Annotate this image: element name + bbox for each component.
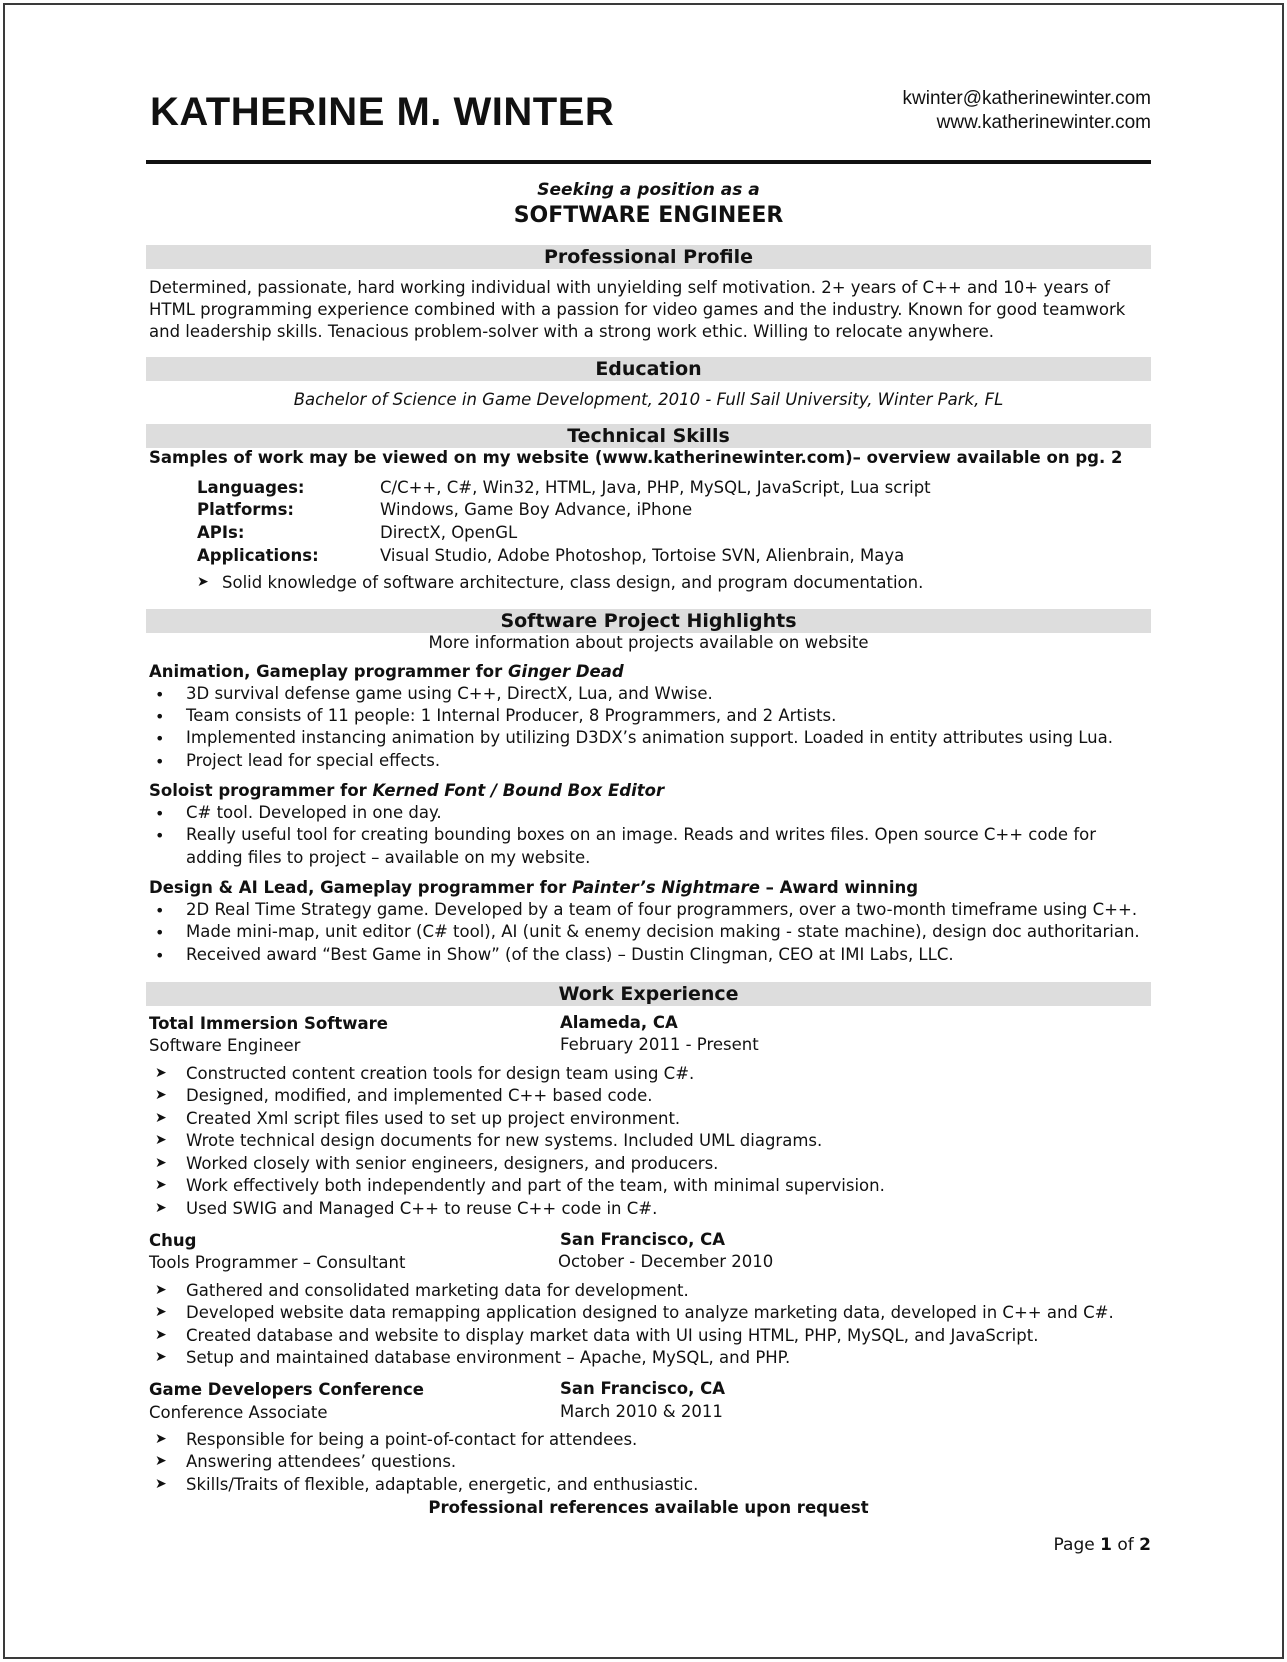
section-title-experience: Work Experience xyxy=(146,982,1151,1006)
objective-intro: Seeking a position as a xyxy=(537,180,760,200)
skill-value: DirectX, OpenGL xyxy=(380,523,518,542)
profile-line: and leadership skills. Tenacious problem-solver with a strong work ethic. Willing to relocate anywhere. xyxy=(149,322,994,341)
job-bullet: Created database and website to display market data with UI using HTML, PHP, MySQL, and JavaScript. xyxy=(186,1326,1039,1345)
project-bullet: C# tool. Developed in one day. xyxy=(186,803,442,822)
arrow-bullet-icon: ➤ xyxy=(155,1087,167,1103)
arrow-bullet-icon: ➤ xyxy=(155,1200,167,1216)
job-bullet: Answering attendees’ questions. xyxy=(186,1452,457,1471)
section-title-projects: Software Project Highlights xyxy=(146,609,1151,633)
project-bullet: Received award “Best Game in Show” (of the class) – Dustin Clingman, CEO at IMI Labs, LLC. xyxy=(186,945,954,964)
profile-line: HTML programming experience combined with a passion for video games and the industry. Known for good teamwork xyxy=(149,300,1126,319)
projects-subtitle: More information about projects available on website xyxy=(428,633,869,652)
job-bullet: Work effectively both independently and part of the team, with minimal supervision. xyxy=(186,1176,885,1195)
bullet-dot-icon: • xyxy=(155,707,165,726)
skill-label: Platforms: xyxy=(197,500,295,519)
arrow-bullet-icon: ➤ xyxy=(155,1349,167,1365)
arrow-bullet-icon: ➤ xyxy=(155,1132,167,1148)
candidate-name: KATHERINE M. WINTER xyxy=(150,90,615,134)
bullet-dot-icon: • xyxy=(155,752,165,771)
skill-value: Visual Studio, Adobe Photoshop, Tortoise SVN, Alienbrain, Maya xyxy=(380,546,905,565)
project-bullet: Implemented instancing animation by utilizing D3DX’s animation support. Loaded in entity attributes using Lua. xyxy=(186,728,1113,747)
objective-position: SOFTWARE ENGINEER xyxy=(513,203,784,228)
bullet-dot-icon: • xyxy=(155,685,165,704)
education-degree: Bachelor of Science in Game Development, 2010 - Full Sail University, Winter Park, FL xyxy=(293,390,1004,409)
job-dates: March 2010 & 2011 xyxy=(560,1402,723,1421)
job-role: Software Engineer xyxy=(149,1036,301,1055)
page-word: Page xyxy=(1053,1535,1101,1555)
arrow-bullet-icon: ➤ xyxy=(155,1476,167,1492)
job-company: Game Developers Conference xyxy=(149,1380,424,1399)
job-bullet: Created Xml script files used to set up project environment. xyxy=(186,1109,681,1128)
job-bullet: Skills/Traits of flexible, adaptable, energetic, and enthusiastic. xyxy=(186,1475,699,1494)
job-company: Chug xyxy=(149,1231,197,1250)
job-location: San Francisco, CA xyxy=(560,1379,726,1398)
arrow-bullet-icon: ➤ xyxy=(155,1282,167,1298)
project-bullet: 2D Real Time Strategy game. Developed by a team of four programmers, over a two-month timeframe using C++. xyxy=(186,900,1138,919)
job-bullet: Wrote technical design documents for new systems. Included UML diagrams. xyxy=(186,1131,823,1150)
arrow-bullet-icon: ➤ xyxy=(155,1431,167,1447)
section-title-skills: Technical Skills xyxy=(146,424,1151,448)
skills-note: Samples of work may be viewed on my website (www.katherinewinter.com)– overview available on pg. 2 xyxy=(149,448,1123,467)
project-bullet: Made mini-map, unit editor (C# tool), AI (unit & enemy decision making - state machine), design doc authoritarian. xyxy=(186,922,1140,941)
job-bullet: Designed, modified, and implemented C++ based code. xyxy=(186,1086,653,1105)
skills-extra: Solid knowledge of software architecture, class design, and program documentation. xyxy=(222,573,924,592)
email-link[interactable]: kwinter@katherinewinter.com xyxy=(902,88,1151,109)
job-bullet: Developed website data remapping application designed to analyze marketing data, developed in C++ and C#. xyxy=(186,1303,1114,1322)
page-total: 2 xyxy=(1139,1535,1151,1555)
header-divider xyxy=(146,160,1151,164)
job-location: San Francisco, CA xyxy=(560,1230,726,1249)
project-bullet-continued: adding files to project – available on my website. xyxy=(186,848,591,867)
resume-header xyxy=(146,87,1151,167)
project-role: Design & AI Lead, Gameplay programmer for xyxy=(149,878,572,897)
bullet-dot-icon: • xyxy=(155,901,165,920)
job-bullet: Used SWIG and Managed C++ to reuse C++ code in C#. xyxy=(186,1199,658,1218)
page-current: 1 xyxy=(1100,1535,1112,1555)
skill-label: Languages: xyxy=(197,478,305,497)
project-role: Soloist programmer for xyxy=(149,781,373,800)
project-bullet: Project lead for special effects. xyxy=(186,751,441,770)
bullet-dot-icon: • xyxy=(155,923,165,942)
skill-label: APIs: xyxy=(197,523,245,542)
project-role: Animation, Gameplay programmer for xyxy=(149,662,509,681)
website-link[interactable]: www.katherinewinter.com xyxy=(936,112,1151,133)
job-dates: October - December 2010 xyxy=(558,1252,774,1271)
page-number xyxy=(1054,1535,1151,1555)
section-title-profile: Professional Profile xyxy=(146,245,1151,269)
arrow-bullet-icon: ➤ xyxy=(197,574,209,590)
job-role: Tools Programmer – Consultant xyxy=(149,1253,406,1272)
arrow-bullet-icon: ➤ xyxy=(155,1453,167,1469)
project-heading xyxy=(149,877,918,900)
bullet-dot-icon: • xyxy=(155,946,165,965)
project-name: Kerned Font / Bound Box Editor xyxy=(372,781,665,800)
bullet-dot-icon: • xyxy=(155,826,165,845)
job-bullet: Setup and maintained database environment – Apache, MySQL, and PHP. xyxy=(186,1348,791,1367)
skill-value: Windows, Game Boy Advance, iPhone xyxy=(380,500,693,519)
project-name: Ginger Dead xyxy=(508,662,624,681)
skill-label: Applications: xyxy=(197,546,319,565)
skill-value: C/C++, C#, Win32, HTML, Java, PHP, MySQL, JavaScript, Lua script xyxy=(380,478,931,497)
project-bullet: 3D survival defense game using C++, DirectX, Lua, and Wwise. xyxy=(186,684,713,703)
section-title-education: Education xyxy=(146,357,1151,381)
job-bullet: Constructed content creation tools for design team using C#. xyxy=(186,1064,695,1083)
arrow-bullet-icon: ➤ xyxy=(155,1110,167,1126)
project-name: Painter’s Nightmare xyxy=(572,878,760,897)
arrow-bullet-icon: ➤ xyxy=(155,1065,167,1081)
job-bullet: Worked closely with senior engineers, designers, and producers. xyxy=(186,1154,719,1173)
arrow-bullet-icon: ➤ xyxy=(155,1327,167,1343)
project-heading xyxy=(149,780,664,803)
project-heading xyxy=(149,661,624,684)
job-bullet: Responsible for being a point-of-contact for attendees. xyxy=(186,1430,638,1449)
document-frame xyxy=(3,3,1284,1659)
arrow-bullet-icon: ➤ xyxy=(155,1177,167,1193)
project-bullet: Team consists of 11 people: 1 Internal Producer, 8 Programmers, and 2 Artists. xyxy=(186,706,837,725)
job-bullet: Gathered and consolidated marketing data for development. xyxy=(186,1281,689,1300)
job-dates: February 2011 - Present xyxy=(560,1035,759,1054)
arrow-bullet-icon: ➤ xyxy=(155,1155,167,1171)
bullet-dot-icon: • xyxy=(155,804,165,823)
contact-block xyxy=(903,87,1151,135)
job-location: Alameda, CA xyxy=(560,1013,678,1032)
profile-line: Determined, passionate, hard working individual with unyielding self motivation. 2+ years of C++ and 10+ years of xyxy=(149,278,1110,297)
project-bullet: Really useful tool for creating bounding boxes on an image. Reads and writes files. Open source C++ code for xyxy=(186,825,1097,844)
project-award: – Award winning xyxy=(759,878,919,897)
references-note: Professional references available upon request xyxy=(428,1498,869,1517)
job-company: Total Immersion Software xyxy=(149,1014,388,1033)
page-of: of xyxy=(1111,1535,1140,1555)
bullet-dot-icon: • xyxy=(155,729,165,748)
job-role: Conference Associate xyxy=(149,1403,328,1422)
arrow-bullet-icon: ➤ xyxy=(155,1304,167,1320)
